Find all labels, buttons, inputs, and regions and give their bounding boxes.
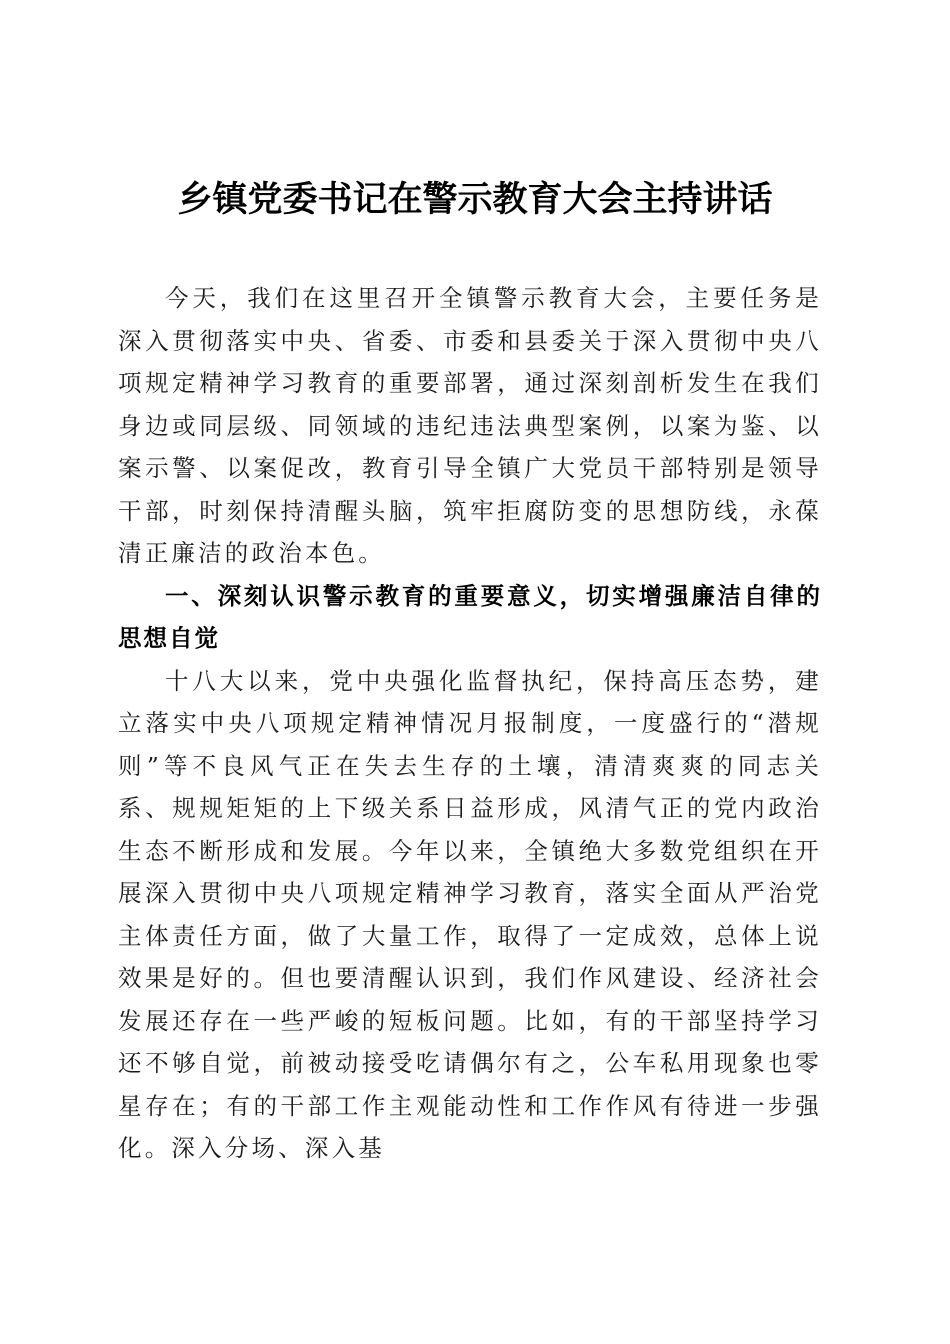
section-heading: 一、深刻认识警示教育的重要意义，切实增强廉洁自律的思想自觉	[118, 581, 822, 652]
section-paragraph: 十八大以来，党中央强化监督执纪，保持高压态势，建立落实中央八项规定精神情况月报制度，一度盛行的“潜规则”等不良风气正在失去生存的土壤，清清爽爽的同志关系、规规矩矩的上下级关系日益形成，风清气正的党内政治生态不断形成和发展。今年以来，全镇绝大多数党组织在开展深入贯彻中央八项规定精神学习教育，落实全面从严治党主体责任方面，做了大量工作，取得了一定成效，总体上说效果是好的。但也要清醒认识到，我们作风建设、经济社会发展还存在一些严峻的短板问题。比如，有的干部坚持学习还不够自觉，前被动接受吃请偶尔有之，公车私用现象也零星存在；有的干部工作主观能动性和工作作风有待进一步强化。深入分场、深入基	[118, 666, 822, 1162]
intro-paragraph: 今天，我们在这里召开全镇警示教育大会，主要任务是深入贯彻落实中央、省委、市委和县委关于深入贯彻中央八项规定精神学习教育的重要部署，通过深刻剖析发生在我们身边或同层级、同领域的违纪违法典型案例，以案为鉴、以案示警、以案促改，教育引导全镇广大党员干部特别是领导干部，时刻保持清醒头脑，筑牢拒腐防变的思想防线，永葆清正廉洁的政治本色。	[118, 284, 822, 567]
document-body	[118, 277, 822, 1170]
document-title: 乡镇党委书记在警示教育大会主持讲话	[177, 179, 773, 220]
